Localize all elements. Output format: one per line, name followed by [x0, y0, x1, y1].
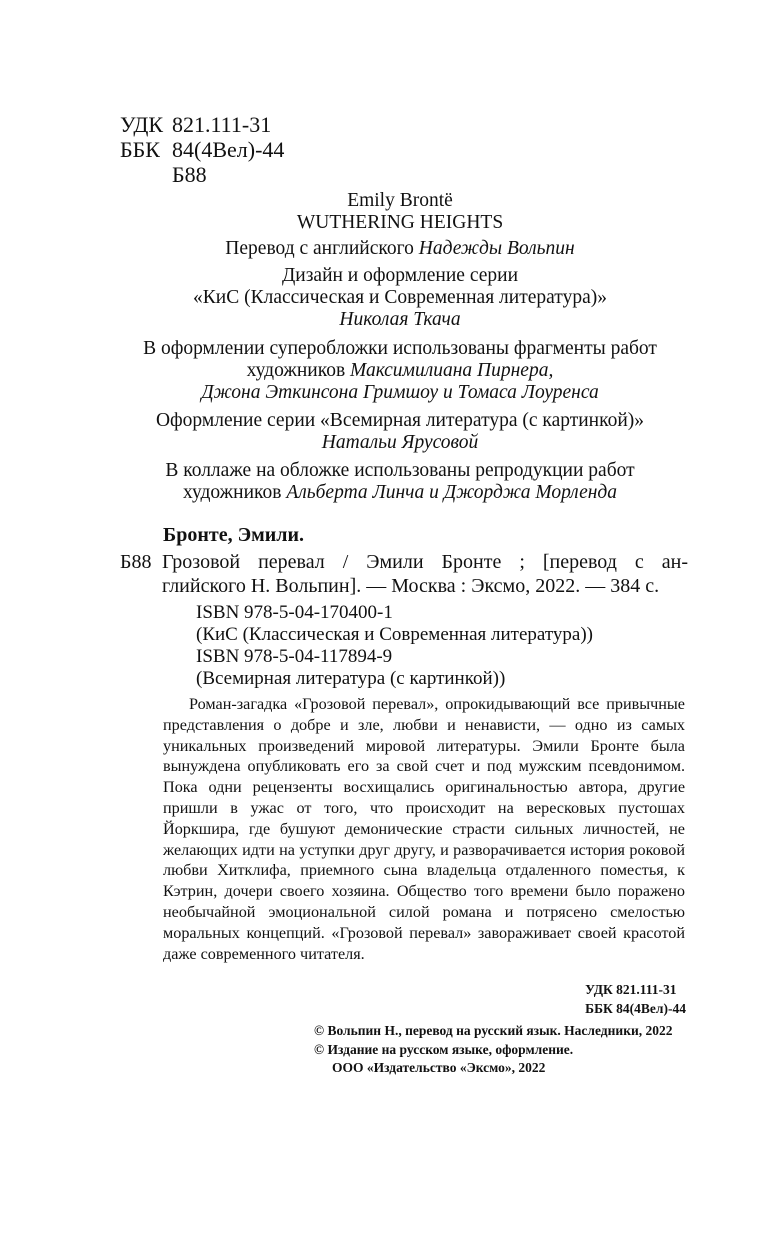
biblio-index: Б88 [120, 551, 152, 573]
classification-codes [120, 112, 284, 187]
jacket-line2-prefix: художников [246, 360, 346, 381]
collage-credit [100, 460, 700, 504]
original-title-block [100, 190, 700, 234]
original-author: Emily Brontë [347, 190, 453, 211]
udk-row [120, 112, 284, 137]
translator-name: Надежды Вольпин [418, 238, 575, 259]
end-codes [585, 980, 686, 1018]
translation-prefix: Перевод с английского [225, 238, 414, 259]
end-bbk: ББК 84(4Вел)-44 [585, 1001, 686, 1016]
copyright-line3: ООО «Издательство «Эксмо», 2022 [332, 1060, 546, 1075]
copyright-block [314, 1022, 673, 1078]
author-index: Б88 [172, 162, 207, 187]
series-design-line1: Дизайн и оформление серии [281, 265, 519, 286]
series2-credit [100, 410, 700, 454]
copyright-line1: © Вольпин Н., перевод на русский язык. Наследники, 2022 [314, 1023, 673, 1038]
collage-artists: Альберта Линча и Джорджа Морленда [286, 482, 618, 503]
collage-line2-prefix: художников [182, 482, 282, 503]
copyright-line2: © Издание на русском языке, оформление. [314, 1041, 574, 1057]
series-design-line2: «КиС (Классическая и Современная литература)» [193, 287, 607, 308]
isbn-block [196, 602, 593, 690]
isbn1-series: (КиС (Классическая и Современная литература)) [196, 624, 593, 645]
original-title: WUTHERING HEIGHTS [296, 212, 504, 233]
udk-value: 821.111-31 [172, 112, 272, 137]
collage-line1: В коллаже на обложке использованы репродукции работ [165, 460, 635, 481]
series-designer-name: Николая Ткача [339, 309, 461, 330]
annotation: Роман-загадка «Грозовой перевал», опрокидывающий все привычные представления о добре и зле, любви и ненависти, — одно из самых уникальных произведений мировой литературы. Эмили Бронте была вынуждена опубликовать его за свой счет и под мужским псевдонимом. Пока одни рецензенты восхищались оригинальностью автора, другие пришли в ужас от того, что происходит на вересковых пустошах Йоркшира, где бушуют демонические страсти сильных личностей, не желающих идти на уступки друг другу, и разворачивается история роковой любви Хитклифа, приемного сына владельца отдаленного поместья, к Кэтрин, дочери своего хозяина. Общество того времени было поражено необычайной эмоциональной силой романа и потрясено смелостью моральных концепций. «Грозовой перевал» завораживает своей красотой даже современного читателя. [163, 695, 685, 963]
bbk-row [120, 137, 284, 162]
jacket-credit [90, 338, 710, 404]
isbn1: ISBN 978-5-04-170400-1 [196, 602, 393, 623]
bbk-label: ББК [120, 137, 160, 162]
jacket-artists-line3: Джона Эткинсона Гримшоу и Томаса Лоуренса [201, 382, 599, 403]
biblio-line1: Грозовой перевал / Эмили Бронте ; [перевод с ан- [162, 551, 688, 573]
series2-line1: Оформление серии «Всемирная литература (с картинкой)» [155, 410, 645, 431]
series2-designer: Натальи Ярусовой [321, 432, 479, 453]
jacket-line1: В оформлении суперобложки использованы фрагменты работ [143, 338, 657, 359]
bbk-value: 84(4Вел)-44 [172, 137, 285, 162]
isbn2-series: (Всемирная литература (с картинкой)) [196, 668, 506, 689]
jacket-artist1: Максимилиана Пирнера, [350, 360, 554, 381]
biblio-record [120, 550, 688, 598]
biblio-line2: глийского Н. Вольпин]. — Москва : Эксмо, 2022. — 384 с. [162, 575, 660, 597]
isbn2: ISBN 978-5-04-117894-9 [196, 646, 393, 667]
translation-credit [100, 238, 700, 260]
biblio-author-heading: Бронте, Эмили. [163, 524, 305, 546]
end-udk: УДК 821.111-31 [585, 982, 677, 997]
series-design-credit [100, 265, 700, 331]
udk-label: УДК [120, 112, 164, 137]
